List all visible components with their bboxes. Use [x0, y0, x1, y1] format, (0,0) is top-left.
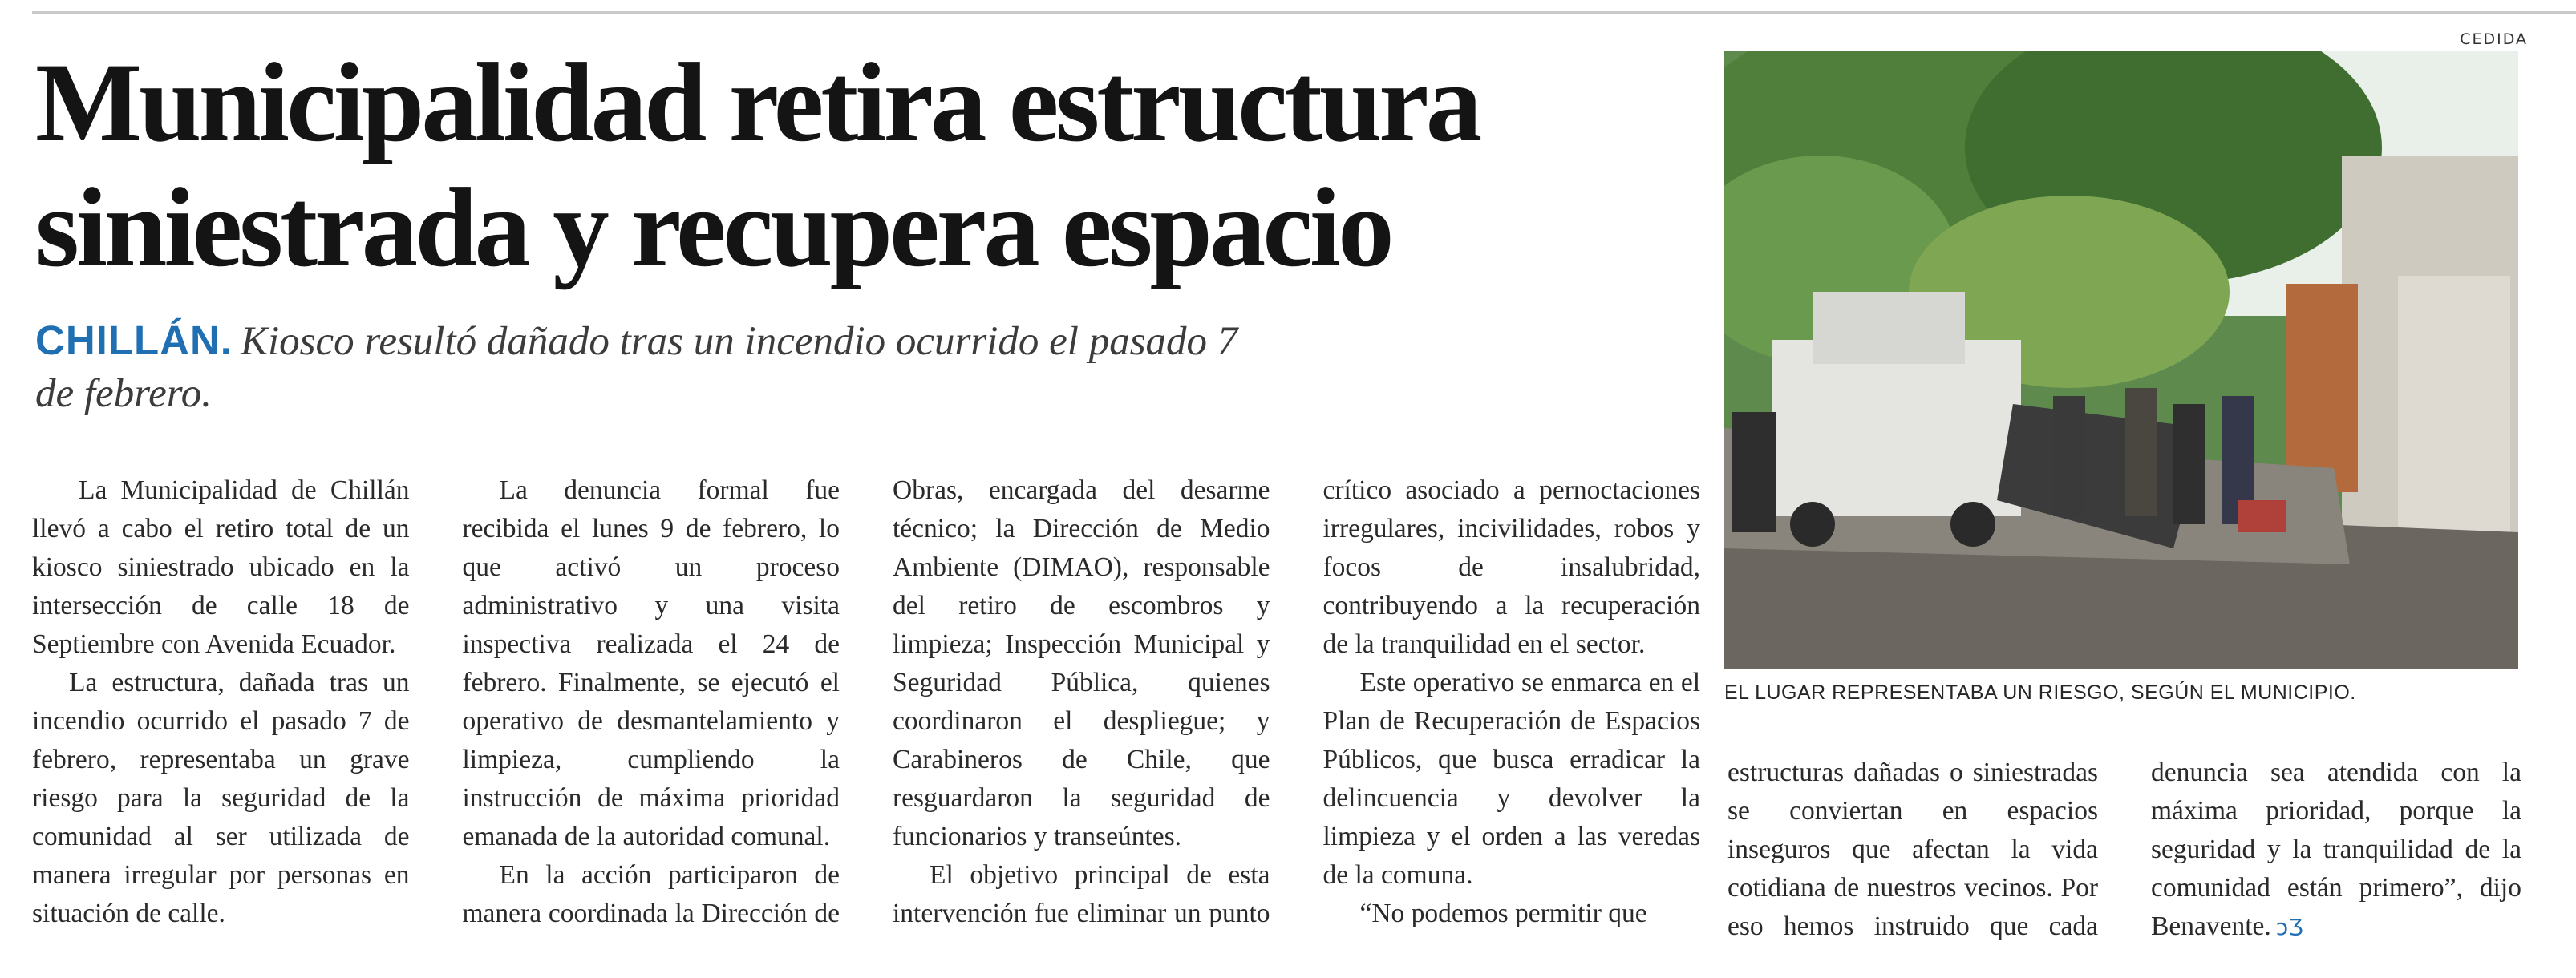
article-body [32, 471, 1700, 962]
quote-continued [1727, 754, 2521, 970]
end-mark: ↄƷ [2275, 914, 2303, 940]
location-label: CHILLÁN. [35, 317, 233, 363]
body-paragraph: La Municipalidad de Chillán llevó a cabo el retiro total de un kiosco siniestrado ubicado en la intersección de calle 18 de Septiembre con Avenida Ecuador. [32, 475, 410, 659]
body-paragraph: La denuncia formal fue recibida el lunes 9 de febrero, lo que activó un proceso administrativo y una visita inspectiva realizada el 24 de febrero. Finalmente, se ejecutó el operativo de desmantelamiento y limpieza, cumpliendo la instrucción de máxima prioridad emanada de la autoridad comunal. [462, 475, 840, 851]
photo-caption: EL LUGAR REPRESENTABA UN RIESGO, SEGÚN EL MUNICIPIO. [1724, 681, 2356, 704]
article-photo [1724, 51, 2518, 669]
quote-start: “No podemos permitir que [1359, 899, 1647, 928]
body-paragraph: El objetivo principal de esta intervención fue eliminar un punto crítico asociado a pernoctaciones irregulares, incivilidades, robos y focos de insalubridad, contribuyendo a la recuperación de la tranquilidad en el sector. [893, 475, 1700, 928]
article-body-continued [1727, 754, 2521, 970]
body-paragraph: La estructura, dañada tras un incendio ocurrido el pasado 7 de febrero, representaba un grave riesgo para la seguridad de la comunidad al ser utilizada de manera irregular por personas en situación de calle. [32, 668, 410, 928]
quote-text: estructuras dañadas o siniestradas se conviertan en espacios inseguros que afectan la vida cotidiana de nuestros vecinos. Por eso hemos instruido que cada denuncia sea atendida con la máxima prioridad, porque la seguridad y la tranquilidad de la comunidad están primero”, dijo Benavente. [1727, 758, 2521, 941]
body-paragraph: Este operativo se enmarca en el Plan de Recuperación de Espacios Públicos, que busca erradicar la delincuencia y devolver la limpieza y el orden a las veredas de la comuna. [1322, 668, 1700, 890]
photo-credit: CEDIDA [2460, 30, 2528, 48]
top-rule [32, 11, 2576, 14]
headline: Municipalidad retira estructura siniestrada y recupera espacio [35, 40, 1480, 290]
deck [35, 314, 1270, 420]
body-paragraph: En la acción participaron de manera coordinada la Dirección de Obras, encargada del desarme técnico; la Dirección de Medio Ambiente (DIMAO), responsable del retiro de escombros y limpieza; Inspección Municipal y Seguridad Pública, quienes coordinaron el despliegue; y Carabineros de Chile, que resguardaron la seguridad de funcionarios y transeúntes. [462, 475, 1270, 928]
deck-text: Kiosco resultó dañado tras un incendio ocurrido el pasado 7 de febrero. [35, 319, 1238, 416]
